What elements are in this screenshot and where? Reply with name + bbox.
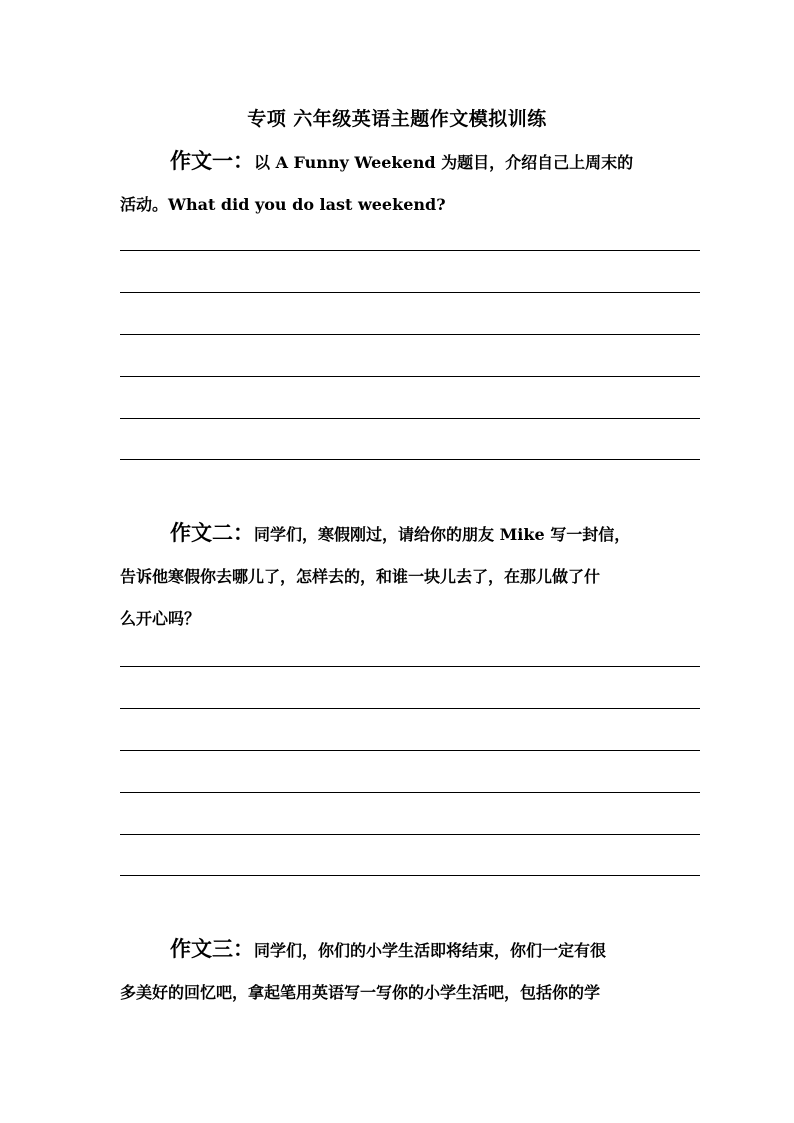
writing-line[interactable] xyxy=(120,875,700,876)
essay-1-line-1 xyxy=(120,140,704,184)
writing-line[interactable] xyxy=(120,418,700,419)
essay-3-prompt xyxy=(120,928,704,1014)
essay-2-prompt-text-2: 告诉他寒假你去哪儿了，怎样去的，和谁一块儿去了，在那儿做了什 xyxy=(120,567,601,586)
essay-1-prompt-text-1: 以 A Funny Weekend 为题目，介绍自己上周末的 xyxy=(254,153,634,172)
writing-line[interactable] xyxy=(120,334,700,335)
essay-2-prompt-text-3: 么开心吗？ xyxy=(120,609,201,628)
essay-1-prompt-text-2: 活动。What did you do last weekend? xyxy=(120,195,446,214)
writing-line[interactable] xyxy=(120,292,700,293)
writing-line[interactable] xyxy=(120,250,700,251)
writing-line[interactable] xyxy=(120,708,700,709)
page-title: 专项 六年级英语主题作文模拟训练 xyxy=(247,108,547,130)
writing-line[interactable] xyxy=(120,666,700,667)
essay-3-prompt-text-1: 同学们，你们的小学生活即将结束，你们一定有很 xyxy=(254,941,607,960)
essay-1-prompt xyxy=(120,140,704,226)
essay-1-label: 作文一： xyxy=(170,148,254,173)
essay-2-label: 作文二： xyxy=(170,520,254,545)
essay-2-line-1 xyxy=(120,512,704,556)
essay-3-prompt-text-2: 多美好的回忆吧，拿起笔用英语写一写你的小学生活吧，包括你的学 xyxy=(120,983,601,1002)
writing-line[interactable] xyxy=(120,750,700,751)
essay-2-prompt xyxy=(120,512,704,640)
essay-3-line-1 xyxy=(120,928,704,972)
writing-line[interactable] xyxy=(120,459,700,460)
essay-2-prompt-text-1: 同学们，寒假刚过，请给你的朋友 Mike 写一封信， xyxy=(254,525,631,544)
writing-line[interactable] xyxy=(120,834,700,835)
essay-3-label: 作文三： xyxy=(170,936,254,961)
writing-line[interactable] xyxy=(120,792,700,793)
writing-line[interactable] xyxy=(120,376,700,377)
